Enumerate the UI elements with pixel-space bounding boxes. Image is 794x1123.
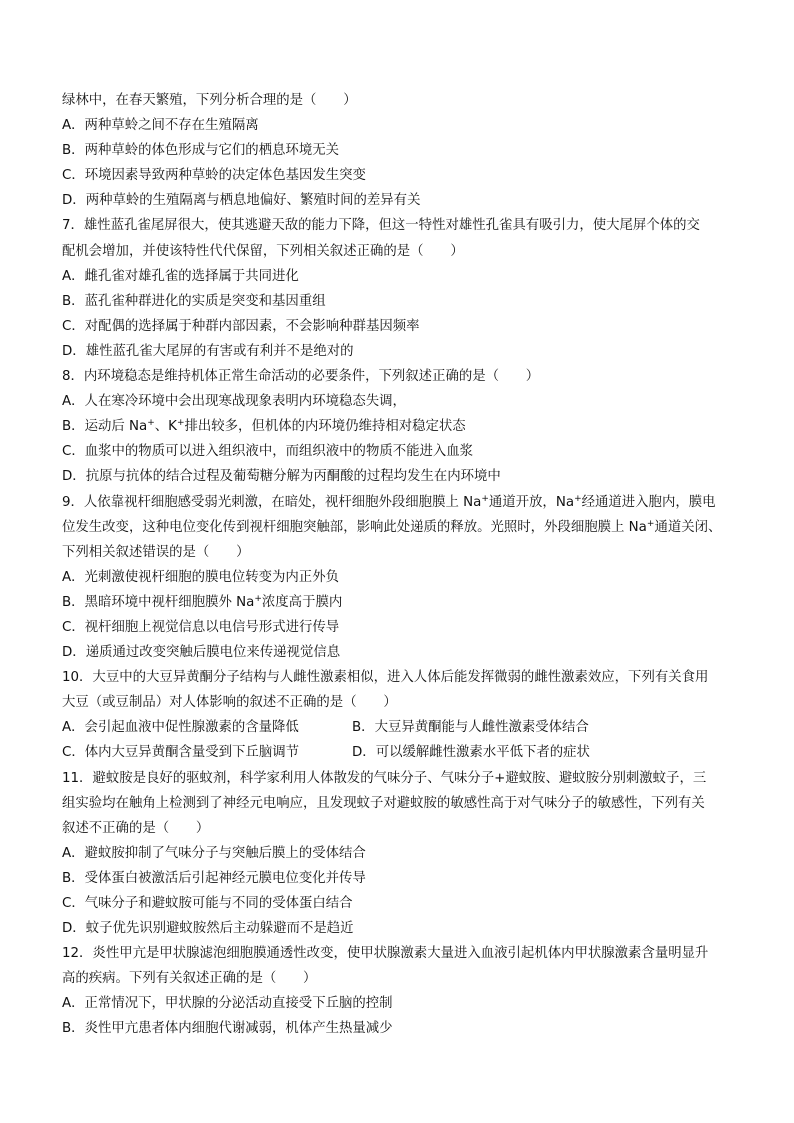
q6-option-c: C．环境因素导致两种草蛉的决定体色基因发生突变 xyxy=(62,168,366,184)
q10-options-row2 xyxy=(62,740,734,765)
q6-stem: 绿林中，在春天繁殖，下列分析合理的是（ ） xyxy=(62,93,357,108)
q12-stem-line2: 高的疾病。下列有关叙述正确的是（ ） xyxy=(62,971,317,987)
q8-stem: 8．内环境稳态是维持机体正常生命活动的必要条件，下列叙述正确的是（ ） xyxy=(62,369,540,385)
q10-option-c: C．体内大豆异黄酮含量受到下丘脑调节 xyxy=(62,745,299,761)
q10-option-a: A．会引起血液中促性腺激素的含量降低 xyxy=(62,720,299,736)
q7-option-b: B．蓝孔雀种群进化的实质是突变和基因重组 xyxy=(62,293,326,309)
q11-option-b: B．受体蛋白被激活后引起神经元膜电位变化并传导 xyxy=(62,870,366,886)
q8-option-b-sup1: + xyxy=(147,418,155,429)
q7-option-a: A．雌孔雀对雄孔雀的选择属于共同进化 xyxy=(62,268,299,284)
q12-option-b: B．炎性甲亢患者体内细胞代谢减弱，机体产生热量减少 xyxy=(62,1021,393,1037)
q8-option-b-mid: 、K xyxy=(154,419,177,435)
q10-stem-line2: 大豆（或豆制品）对人体影响的叙述不正确的是（ ） xyxy=(62,695,397,711)
q8-option-b xyxy=(62,414,734,439)
q10-option-d: D．可以缓解雌性激素水平低下者的症状 xyxy=(352,745,590,761)
q11-stem-line3: 叙述不正确的是（ ） xyxy=(62,820,210,836)
q9-option-b-post: 浓度高于膜内 xyxy=(261,594,343,610)
q12-stem-line1: 12．炎性甲亢是甲状腺滤泡细胞膜通透性改变，使甲状腺激素大量进入血液引起机体内甲状腺激素含量明显升 xyxy=(62,946,709,962)
q10-stem-line1: 10．大豆中的大豆异黄酮分子结构与人雌性激素相似，进入人体后能发挥微弱的雌性激素效应，下列有关食用 xyxy=(62,670,709,686)
q9-l1-c: 经通道进入胞内，膜电 xyxy=(581,494,716,510)
q6-option-d: D．两种草蛉的生殖隔离与栖息地偏好、繁殖时间的差异有关 xyxy=(62,193,421,209)
q8-option-b-sup2: + xyxy=(176,418,185,429)
q11-option-a: A．避蚊胺抑制了气味分子与突触后膜上的受体结合 xyxy=(62,845,366,861)
q8-option-b-post: 排出较多，但机体的内环境仍维持相对稳定状态 xyxy=(184,419,466,435)
q11-stem-line2: 组实验均在触角上检测到了神经元电响应，且发现蚊子对避蚊胺的敏感性高于对气味分子的敏感性，下列有关 xyxy=(62,795,705,811)
q9-option-b-pre: B．黑暗环境中视杆细胞膜外 Na xyxy=(62,594,255,610)
q12-option-a: A．正常情况下，甲状腺的分泌活动直接受下丘脑的控制 xyxy=(62,996,393,1012)
q6-option-b: B．两种草蛉的体色形成与它们的栖息环境无关 xyxy=(62,143,339,159)
q9-option-b xyxy=(62,590,734,615)
q9-option-a: A．光刺激使视杆细胞的膜电位转变为内正外负 xyxy=(62,569,339,585)
q7-stem-line2: 配机会增加，并使该特性代代保留，下列相关叙述正确的是（ ） xyxy=(62,243,464,259)
q9-option-c: C．视杆细胞上视觉信息以电信号形式进行传导 xyxy=(62,619,340,635)
q8-option-b-pre: B．运动后 Na xyxy=(62,419,148,435)
q8-option-a: A．人在寒冷环境中会出现寒战现象表明内环境稳态失调， xyxy=(62,394,406,410)
q10-options-row1 xyxy=(62,715,734,740)
q10-option-b: B．大豆异黄酮能与人雌性激素受体结合 xyxy=(352,720,589,736)
q9-l1-a: 9．人依靠视杆细胞感受弱光刺激，在暗处，视杆细胞外段细胞膜上 Na xyxy=(62,494,482,510)
q9-stem-line3: 下列相关叙述错误的是（ ） xyxy=(62,544,250,560)
q9-option-d: D．递质通过改变突触后膜电位来传递视觉信息 xyxy=(62,645,341,661)
q7-option-c: C．对配偶的选择属于种群内部因素，不会影响种群基因频率 xyxy=(62,318,420,334)
q11-option-c: C．气味分子和避蚊胺可能与不同的受体蛋白结合 xyxy=(62,896,353,911)
q9-stem-line2 xyxy=(62,515,734,540)
q11-stem-line1: 11．避蚊胺是良好的驱蚊剂，科学家利用人体散发的气味分子、气味分子+避蚊胺、避蚊胺分别刺激蚊子，三 xyxy=(62,770,707,786)
q6-option-a: A．两种草蛉之间不存在生殖隔离 xyxy=(62,118,259,134)
q9-l1-b: 通道开放，Na xyxy=(488,494,575,510)
q9-stem-line1 xyxy=(62,490,734,515)
q8-option-d: D．抗原与抗体的结合过程及葡萄糖分解为丙酮酸的过程均发生在内环境中 xyxy=(62,469,501,485)
q9-l2-b: 通道关闭、 xyxy=(654,519,722,535)
q9-l1-sup2: + xyxy=(574,493,582,504)
exam-page xyxy=(62,88,734,1042)
q7-stem-line1: 7．雄性蓝孔雀尾屏很大，使其逃避天敌的能力下降，但这一特性对雄性孔雀具有吸引力，使大尾屏个体的交 xyxy=(62,218,700,234)
q8-option-c: C．血浆中的物质可以进入组织液中，而组织液中的物质不能进入血浆 xyxy=(62,444,474,460)
q9-l2-a: 位发生改变，这种电位变化传到视杆细胞突触部，影响此处递质的释放。光照时，外段细胞膜上 Na xyxy=(62,519,647,535)
q9-l2-sup: + xyxy=(646,518,655,529)
q9-l1-sup1: + xyxy=(481,493,489,504)
q9-option-b-sup: + xyxy=(254,593,262,604)
q11-option-d: D．蚊子优先识别避蚊胺然后主动躲避而不是趋近 xyxy=(62,921,354,937)
q7-option-d: D．雄性蓝孔雀大尾屏的有害或有利并不是绝对的 xyxy=(62,343,354,359)
